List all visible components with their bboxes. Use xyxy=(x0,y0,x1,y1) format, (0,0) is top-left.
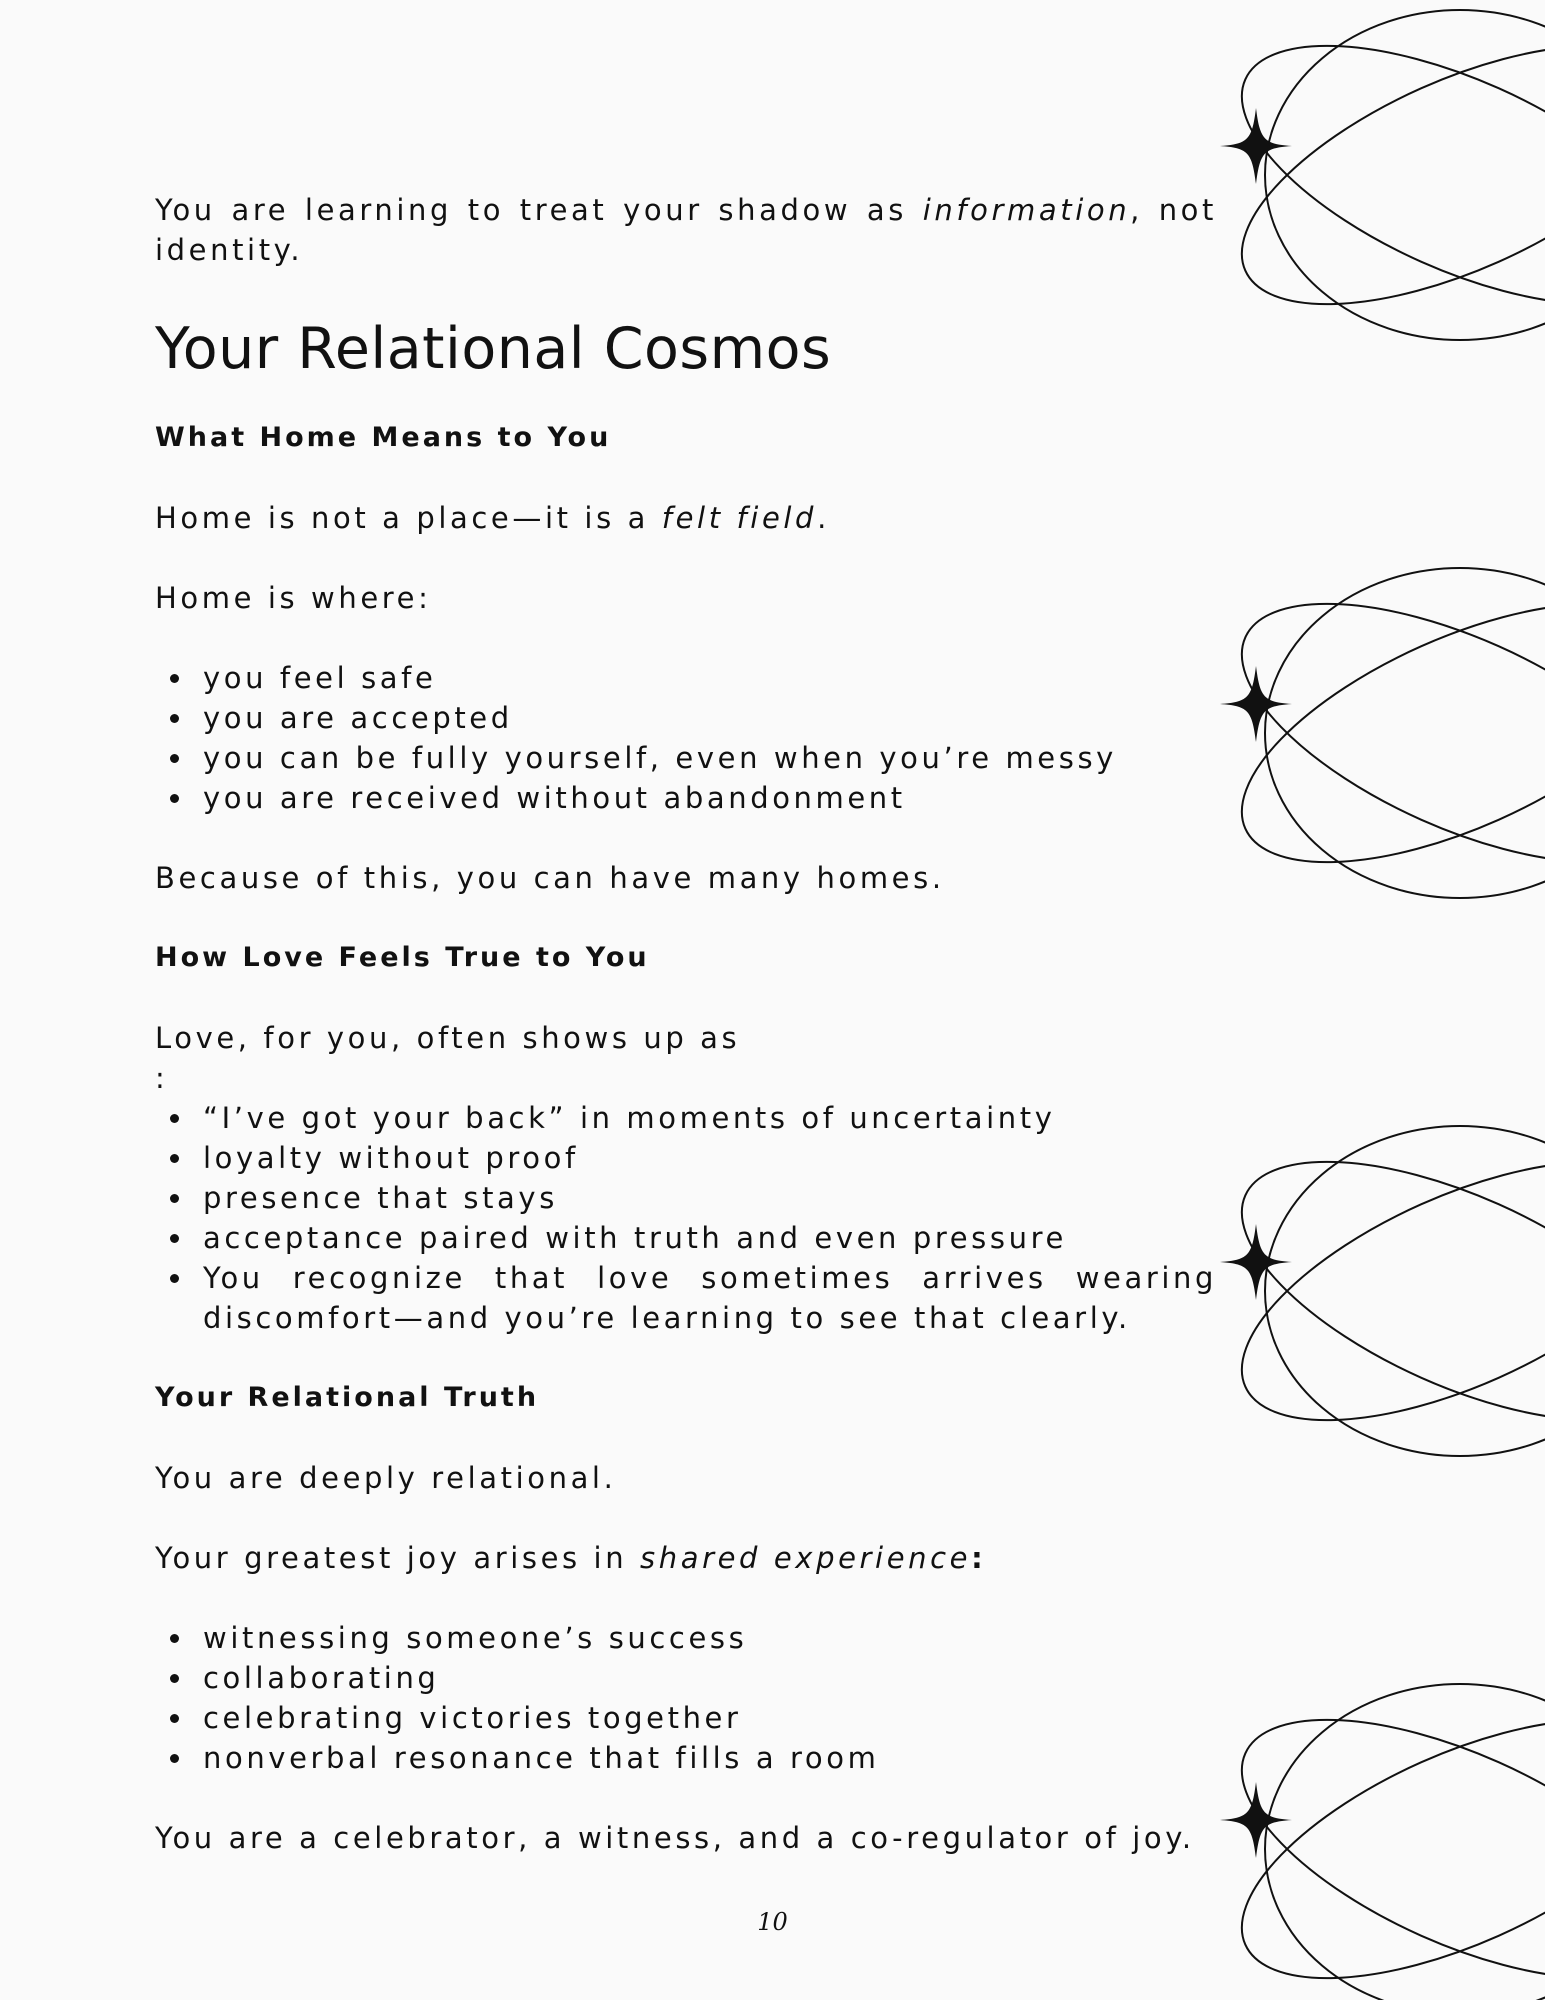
list-item: acceptance paired with truth and even pressure xyxy=(155,1218,1217,1258)
list-item: You recognize that love sometimes arrives wearing discomfort—and you’re learning to see that clearly. xyxy=(155,1258,1217,1338)
section-heading-love: How Love Feels True to You xyxy=(155,942,650,973)
list-item: you are accepted xyxy=(155,698,1217,738)
list-item: “I’ve got your back” in moments of uncertainty xyxy=(155,1098,1217,1138)
intro-paragraph: You are learning to treat your shadow as information, not identity. xyxy=(155,193,1217,267)
section-heading-home: What Home Means to You xyxy=(155,422,612,453)
love-intro: Love, for you, often shows up as xyxy=(155,1021,741,1055)
orbit-ellipses-icon xyxy=(1207,1667,1545,2000)
list-item: witnessing someone’s success xyxy=(155,1618,1217,1658)
home-closing: Because of this, you can have many homes. xyxy=(155,861,945,895)
list-item: you can be fully yourself, even when you’re messy xyxy=(155,738,1217,778)
page-content xyxy=(155,190,1217,1858)
orbit-ellipses-icon xyxy=(1207,551,1545,916)
truth-line-1: You are deeply relational. xyxy=(155,1461,617,1495)
orbit-ellipses-icon xyxy=(1207,0,1545,357)
home-where-label: Home is where: xyxy=(155,581,432,615)
truth-line-2: Your greatest joy arises in shared experience: xyxy=(155,1541,987,1575)
list-item: loyalty without proof xyxy=(155,1138,1217,1178)
love-list xyxy=(155,1098,1217,1338)
page-number: 10 xyxy=(757,1908,788,1936)
love-intro-colon: : xyxy=(155,1061,169,1095)
truth-list xyxy=(155,1618,1217,1778)
truth-closing: You are a celebrator, a witness, and a co-regulator of joy. xyxy=(155,1821,1195,1855)
list-item: nonverbal resonance that fills a room xyxy=(155,1738,1217,1778)
section-heading-truth: Your Relational Truth xyxy=(155,1382,540,1413)
home-definition: Home is not a place—it is a felt field. xyxy=(155,501,830,535)
list-item: you feel safe xyxy=(155,658,1217,698)
home-list xyxy=(155,658,1217,818)
list-item: celebrating victories together xyxy=(155,1698,1217,1738)
list-item: collaborating xyxy=(155,1658,1217,1698)
page-title: Your Relational Cosmos xyxy=(155,316,832,382)
list-item: you are received without abandonment xyxy=(155,778,1217,818)
orbit-ellipses-icon xyxy=(1207,1109,1545,1474)
list-item: presence that stays xyxy=(155,1178,1217,1218)
